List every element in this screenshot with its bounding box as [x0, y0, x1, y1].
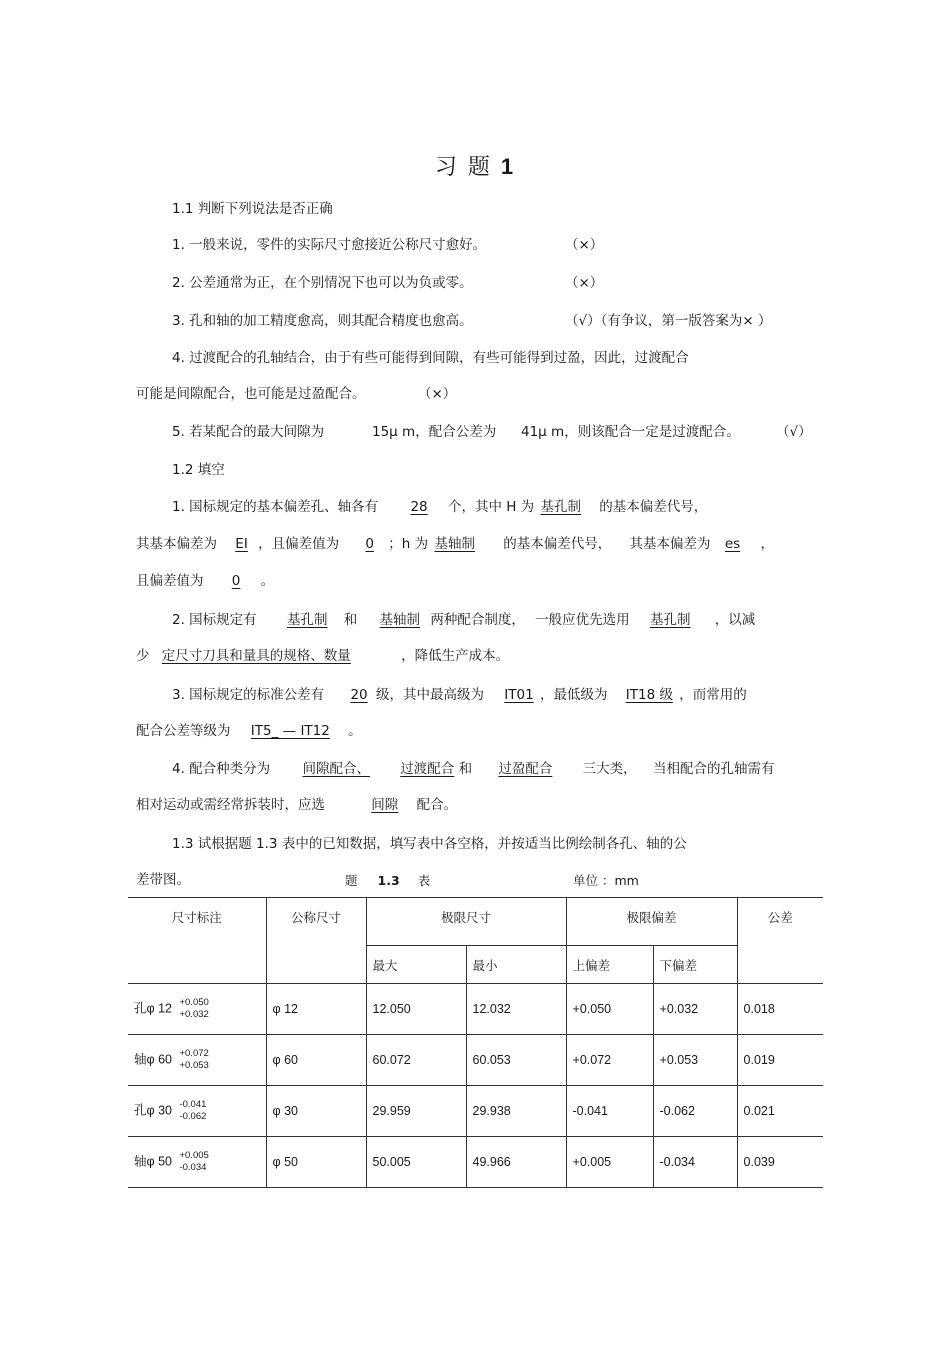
fill-1-blank-7: 0	[231, 573, 241, 589]
fill-4-text-5: 相对运动或需经常拆装时，应选	[136, 797, 325, 813]
fill-1-blank-5: 基轴制	[434, 536, 475, 552]
fill-2-text-6: 少	[136, 648, 150, 664]
fill-1-blank-1: 28	[410, 499, 428, 515]
tolerance-stack	[179, 997, 208, 1021]
lower-cell: -0.062	[653, 1086, 737, 1137]
fill-2-text-4: 一般应优先选用	[535, 612, 630, 628]
fill-1-blank-2: 基孔制	[540, 499, 581, 515]
fill-1-text-8: 其基本偏差为	[629, 536, 711, 552]
header-tolerance: 公差	[737, 898, 823, 984]
section-1-3-line-1: 1.3 试根据题 1.3 表中的已知数据，填写表中各空格，并按适当比例绘制各孔、轴的公	[172, 836, 687, 852]
fill-4-blank-1: 间隙配合、	[302, 761, 370, 777]
table-header-row-1	[128, 898, 823, 946]
header-max: 最大	[366, 946, 466, 984]
lower-cell: +0.032	[653, 984, 737, 1035]
question-1: 1. 一般来说，零件的实际尺寸愈接近公称尺寸愈好。	[172, 237, 487, 253]
nominal-cell: φ 12	[266, 984, 366, 1035]
fill-1-text-2: 个，其中 H 为	[447, 499, 535, 515]
title-number: 1	[500, 154, 516, 179]
fill-3-blank-4: IT5_ — IT12	[250, 723, 330, 739]
question-5-part-2: 15μ m，配合公差为	[372, 424, 497, 440]
question-3-answer: （√）（有争议，第一版答案为× ）	[565, 313, 772, 329]
lower-cell: +0.053	[653, 1035, 737, 1086]
fill-1-text-3: 的基本偏差代号，	[599, 499, 708, 515]
upper-cell: +0.005	[566, 1137, 653, 1188]
question-5-part-3: 41μ m，则该配合一定是过渡配合。	[521, 424, 740, 440]
fill-4-text-3: 三大类，	[582, 761, 637, 777]
fill-3-text-1: 3. 国标规定的标准公差有	[172, 687, 325, 703]
fill-4-text-6: 配合。	[416, 797, 458, 813]
table-caption-prefix: 题	[345, 873, 358, 888]
nominal-cell: φ 50	[266, 1137, 366, 1188]
question-3: 3. 孔和轴的加工精度愈高，则其配合精度也愈高。	[172, 313, 473, 329]
fill-2-blank-4: 定尺寸刀具和量具的规格、数量	[161, 648, 351, 664]
fill-4-text-4: 当相配合的孔轴需有	[652, 761, 775, 777]
header-min: 最小	[466, 946, 566, 984]
size-mark-cell	[128, 1035, 266, 1086]
question-4-answer: （×）	[418, 386, 457, 402]
tolerance-stack	[179, 1150, 208, 1174]
fill-1-text-10: 且偏差值为	[136, 573, 204, 589]
section-1-2-heading: 1.2 填空	[172, 462, 225, 478]
header-nominal: 公称尺寸	[266, 898, 366, 984]
question-4-line-1: 4. 过渡配合的孔轴结合，由于有些可能得到间隙，有些可能得到过盈，因此，过渡配合	[172, 350, 689, 366]
max-cell: 60.072	[366, 1035, 466, 1086]
tolerance-lower: +0.053	[179, 1060, 209, 1071]
section-1-3-line-2: 差带图。	[136, 872, 190, 888]
size-mark-cell	[128, 984, 266, 1035]
tolerance-stack	[179, 1048, 208, 1072]
fill-1-blank-4: 0	[365, 536, 374, 552]
title-text: 习 题	[434, 155, 492, 180]
fill-3-text-5: 配合公差等级为	[136, 723, 231, 739]
size-mark-cell	[128, 1137, 266, 1188]
fill-2-text-3: 两种配合制度，	[430, 612, 525, 628]
fill-2-text-7: ，降低生产成本。	[401, 648, 510, 664]
fill-1-blank-6: es	[724, 536, 741, 552]
page-title	[0, 150, 950, 181]
nominal-cell: φ 30	[266, 1086, 366, 1137]
question-2: 2. 公差通常为正，在个别情况下也可以为负或零。	[172, 275, 473, 291]
fill-3-text-2: 级，其中最高级为	[375, 687, 484, 703]
fill-4-line-2	[136, 796, 457, 814]
fill-2-blank-1: 基孔制	[286, 612, 328, 628]
header-size-mark: 尺寸标注	[128, 898, 266, 984]
fill-3-text-3: ，最低级为	[539, 687, 608, 703]
upper-cell: +0.050	[566, 984, 653, 1035]
fill-4-blank-2: 过渡配合	[400, 761, 455, 777]
upper-cell: -0.041	[566, 1086, 653, 1137]
section-1-1-heading: 1.1 判断下列说法是否正确	[172, 201, 333, 217]
fill-1-line-1	[172, 498, 707, 516]
fill-2-text-2: 和	[343, 612, 358, 628]
fill-4-blank-3: 过盈配合	[498, 761, 553, 777]
header-lower: 下偏差	[653, 946, 737, 984]
question-5-part-1: 5. 若某配合的最大间隙为	[172, 424, 325, 440]
question-4-line-2: 可能是间隙配合，也可能是过盈配合。	[136, 386, 366, 402]
question-5-answer: （√）	[776, 424, 812, 440]
header-limit-size: 极限尺寸	[366, 898, 566, 946]
table-caption-suffix: 表	[417, 873, 431, 888]
fill-3-blank-3: IT18 级	[625, 687, 673, 703]
min-cell: 29.938	[466, 1086, 566, 1137]
tolerance-upper: +0.050	[179, 997, 209, 1008]
fill-3-blank-2: IT01	[504, 687, 534, 703]
fill-4-blank-4: 间隙	[371, 797, 399, 813]
min-cell: 60.053	[466, 1035, 566, 1086]
fill-1-text-1: 1. 国标规定的基本偏差孔、轴各有	[172, 499, 379, 515]
fill-2-text-5: ，以减	[714, 612, 756, 628]
table-row	[128, 1035, 823, 1086]
table-row	[128, 984, 823, 1035]
fill-1-blank-3: EI	[235, 536, 248, 552]
tolerance-lower: -0.062	[179, 1111, 207, 1122]
size-mark: 轴φ 60	[134, 1052, 172, 1067]
fill-1-text-7: 的基本偏差代号，	[503, 536, 612, 552]
table-row	[128, 1137, 823, 1188]
tolerance-cell: 0.018	[737, 984, 823, 1035]
dimensions-table	[128, 897, 823, 1188]
fill-1-text-5: ，且偏差值为	[258, 536, 340, 552]
header-upper: 上偏差	[566, 946, 653, 984]
max-cell: 29.959	[366, 1086, 466, 1137]
table-caption-number: 1.3	[377, 873, 400, 888]
fill-2-blank-2: 基轴制	[379, 612, 421, 628]
fill-3-text-4: ，而常用的	[679, 687, 747, 703]
fill-3-line-2	[136, 722, 362, 740]
question-2-answer: （×）	[565, 275, 604, 291]
min-cell: 12.032	[466, 984, 566, 1035]
max-cell: 12.050	[366, 984, 466, 1035]
tolerance-lower: -0.034	[179, 1162, 207, 1173]
table-unit: 单位 ：mm	[573, 873, 639, 888]
fill-1-line-2	[136, 535, 774, 553]
fill-4-text-1: 4. 配合种类分为	[172, 761, 271, 777]
fill-2-text-1: 2. 国标规定有	[172, 612, 257, 628]
fill-2-line-1	[172, 611, 755, 629]
fill-4-text-2: 和	[458, 761, 473, 777]
tolerance-cell: 0.019	[737, 1035, 823, 1086]
tolerance-upper: +0.072	[179, 1048, 209, 1059]
lower-cell: -0.034	[653, 1137, 737, 1188]
header-limit-deviation: 极限偏差	[566, 898, 737, 946]
size-mark: 轴φ 50	[134, 1154, 172, 1169]
nominal-cell: φ 60	[266, 1035, 366, 1086]
size-mark-cell	[128, 1086, 266, 1137]
fill-1-text-9: ，	[760, 536, 774, 552]
tolerance-lower: +0.032	[179, 1009, 209, 1020]
fill-1-text-11: 。	[260, 573, 275, 589]
fill-2-blank-3: 基孔制	[649, 612, 691, 628]
table-caption	[345, 871, 430, 889]
max-cell: 50.005	[366, 1137, 466, 1188]
tolerance-stack	[179, 1099, 206, 1123]
tolerance-upper: +0.005	[179, 1150, 209, 1161]
tolerance-cell: 0.039	[737, 1137, 823, 1188]
fill-4-line-1	[172, 760, 774, 778]
fill-3-blank-1: 20	[350, 687, 368, 703]
fill-3-line-1	[172, 686, 747, 704]
fill-3-text-6: 。	[348, 723, 362, 739]
fill-1-text-6: ；h 为	[388, 536, 429, 552]
fill-2-line-2	[136, 647, 509, 665]
upper-cell: +0.072	[566, 1035, 653, 1086]
fill-1-line-3	[136, 572, 274, 590]
table-row	[128, 1086, 823, 1137]
tolerance-cell: 0.021	[737, 1086, 823, 1137]
min-cell: 49.966	[466, 1137, 566, 1188]
tolerance-upper: -0.041	[179, 1099, 207, 1110]
size-mark: 孔φ 12	[134, 1001, 172, 1016]
question-1-answer: （×）	[565, 237, 604, 253]
fill-1-text-4: 其基本偏差为	[136, 536, 217, 552]
size-mark: 孔φ 30	[134, 1103, 172, 1118]
